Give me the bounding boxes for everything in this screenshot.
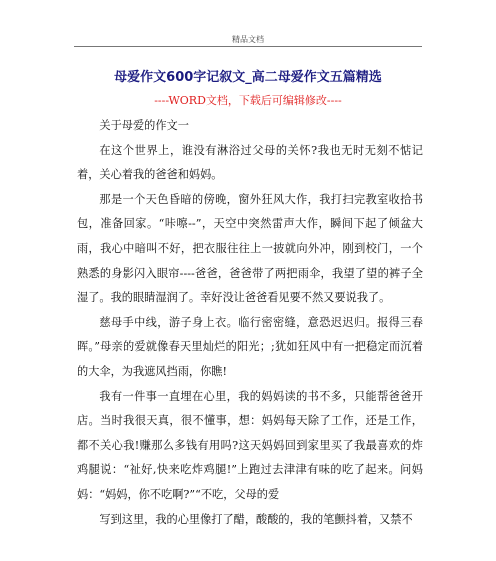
paragraph: 关于母爱的作文一 [99,119,189,132]
paragraph: 那是一个天色昏暗的傍晚，窗外狂风大作，我打扫完教室收拾书包，准备回家。“咔嚓--”，天空中突然雷声大作，瞬间下起了倾盆大雨，我心中暗叫不好，把衣服往往上一披就向外冲，刚到校门，一个熟悉的身影闪入眼帘----爸爸，爸爸带了两把雨伞，我望了望的裤子全湿了。我的眼睛湿润了。幸好没让爸爸看见要不然又要说我了。 [77,192,423,305]
paragraph: 我有一件事一直埋在心里，我的妈妈读的书不多，只能帮爸爸开店。当时我很天真，很不懂事，想：妈妈每天除了工作，还是工作，都不关心我!赚那么多钱有用吗?这天妈妈回到家里买了我最喜欢的炸鸡腿说：“祉好,快来吃炸鸡腿!”上跑过去津津有味的吃了起来。问妈妈：“妈妈，你不吃啊?”“不吃，父母的爱 [77,389,423,501]
paragraph: 写到这里，我的心里像打了醋，酸酸的，我的笔颤抖着，又禁不 [99,512,413,526]
document-subtitle: ----WORD文档，下载后可编辑修改---- [154,94,342,107]
document-body [77,114,423,532]
paragraph: 慈母手中线，游子身上衣。临行密密缝，意恐迟迟归。报得三春晖。”母亲的爱就像春天里灿烂的阳光；;犹如狂风中有一把稳定而沉着的大伞，为我遮风挡雨，你瞧! [77,315,423,378]
document-title: 母爱作文600字记叙文_高二母爱作文五篇精选 [114,70,382,85]
header-label: 精品文档 [232,35,264,44]
header-divider [74,46,422,47]
paragraph: 在这个世界上，谁没有淋浴过父母的关怀?我也无时无刻不惦记着，关心着我的爸爸和妈妈。 [77,143,423,182]
